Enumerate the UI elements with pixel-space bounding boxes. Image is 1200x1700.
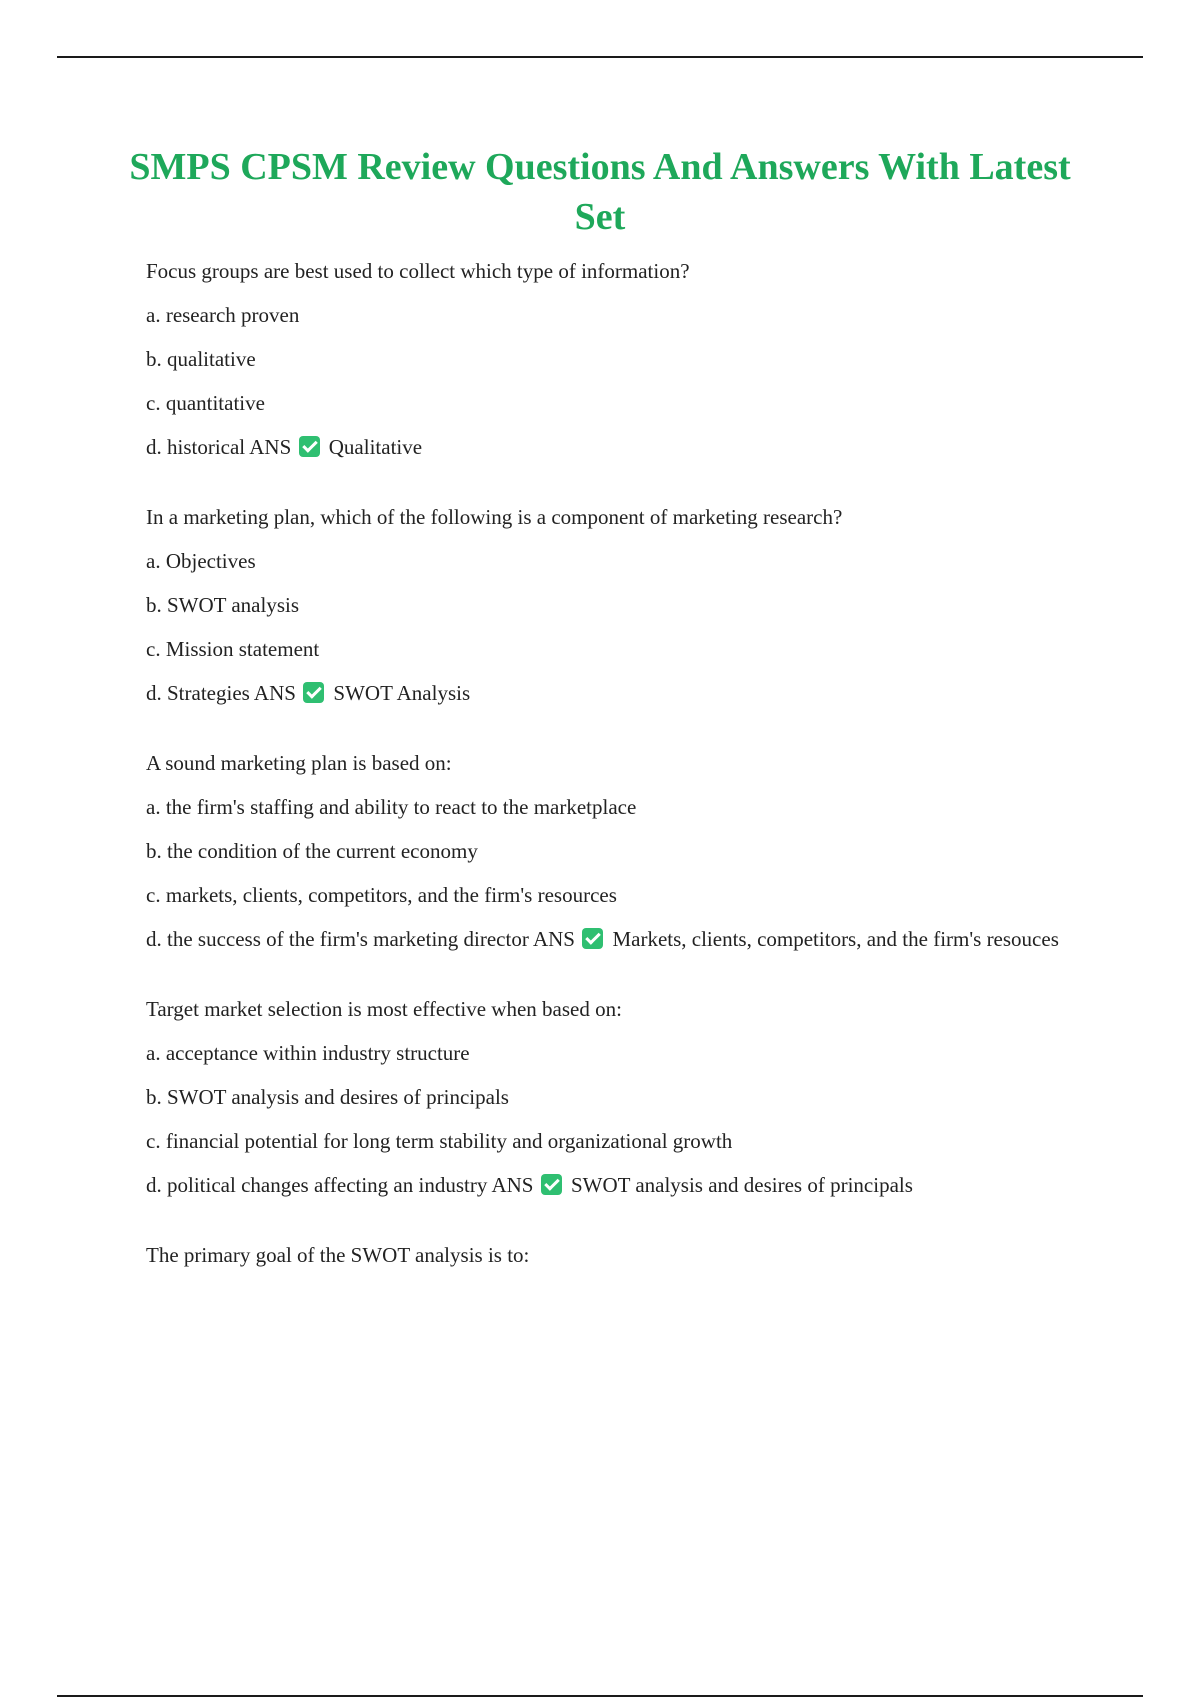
option-d-with-answer bbox=[146, 432, 1086, 462]
option-d-with-answer bbox=[146, 678, 1086, 708]
top-rule bbox=[57, 56, 1143, 58]
bottom-rule bbox=[57, 1695, 1143, 1697]
option-d: d. political changes affecting an industry bbox=[146, 1173, 488, 1197]
option-a: a. Objectives bbox=[146, 549, 256, 573]
option-d-with-answer bbox=[146, 924, 1086, 954]
question-text: Focus groups are best used to collect which type of information? bbox=[146, 259, 690, 283]
ans-label: ANS bbox=[253, 681, 296, 705]
check-box-icon bbox=[299, 436, 320, 457]
question-2 bbox=[146, 502, 1086, 708]
option-d: d. Strategies bbox=[146, 681, 250, 705]
option-d: d. historical bbox=[146, 435, 246, 459]
question-text: Target market selection is most effective when based on: bbox=[146, 997, 622, 1021]
option-c: c. financial potential for long term stability and organizational growth bbox=[146, 1129, 733, 1153]
answer-text: SWOT analysis and desires of principals bbox=[570, 1173, 913, 1197]
ans-label: ANS bbox=[491, 1173, 534, 1197]
option-b: b. SWOT analysis and desires of principals bbox=[146, 1085, 509, 1109]
answer-text: Qualitative bbox=[328, 435, 423, 459]
option-b: b. SWOT analysis bbox=[146, 593, 300, 617]
option-b: b. qualitative bbox=[146, 347, 256, 371]
ans-label: ANS bbox=[532, 927, 575, 951]
check-box-icon bbox=[303, 682, 324, 703]
page-title: SMPS CPSM Review Questions And Answers With Latest Set bbox=[129, 146, 1071, 238]
question-3 bbox=[146, 748, 1086, 954]
answer-text: Markets, clients, competitors, and the firm's resouces bbox=[612, 927, 1059, 951]
option-d-with-answer bbox=[146, 1170, 1086, 1200]
check-box-icon bbox=[541, 1174, 562, 1195]
check-box-icon bbox=[582, 928, 603, 949]
question-text: In a marketing plan, which of the following is a component of marketing research? bbox=[146, 505, 843, 529]
option-a: a. research proven bbox=[146, 303, 300, 327]
option-d: d. the success of the firm's marketing director bbox=[146, 927, 529, 951]
question-1 bbox=[146, 256, 1086, 462]
option-c: c. markets, clients, competitors, and the firm's resources bbox=[146, 883, 617, 907]
ans-label: ANS bbox=[249, 435, 292, 459]
qa-content bbox=[146, 256, 1086, 1310]
question-text: A sound marketing plan is based on: bbox=[146, 751, 452, 775]
option-a: a. the firm's staffing and ability to react to the marketplace bbox=[146, 795, 637, 819]
option-b: b. the condition of the current economy bbox=[146, 839, 478, 863]
question-text: The primary goal of the SWOT analysis is to: bbox=[146, 1243, 530, 1267]
option-a: a. acceptance within industry structure bbox=[146, 1041, 470, 1065]
option-c: c. Mission statement bbox=[146, 637, 320, 661]
option-c: c. quantitative bbox=[146, 391, 265, 415]
question-5 bbox=[146, 1240, 1086, 1270]
question-4 bbox=[146, 994, 1086, 1200]
answer-text: SWOT Analysis bbox=[333, 681, 471, 705]
